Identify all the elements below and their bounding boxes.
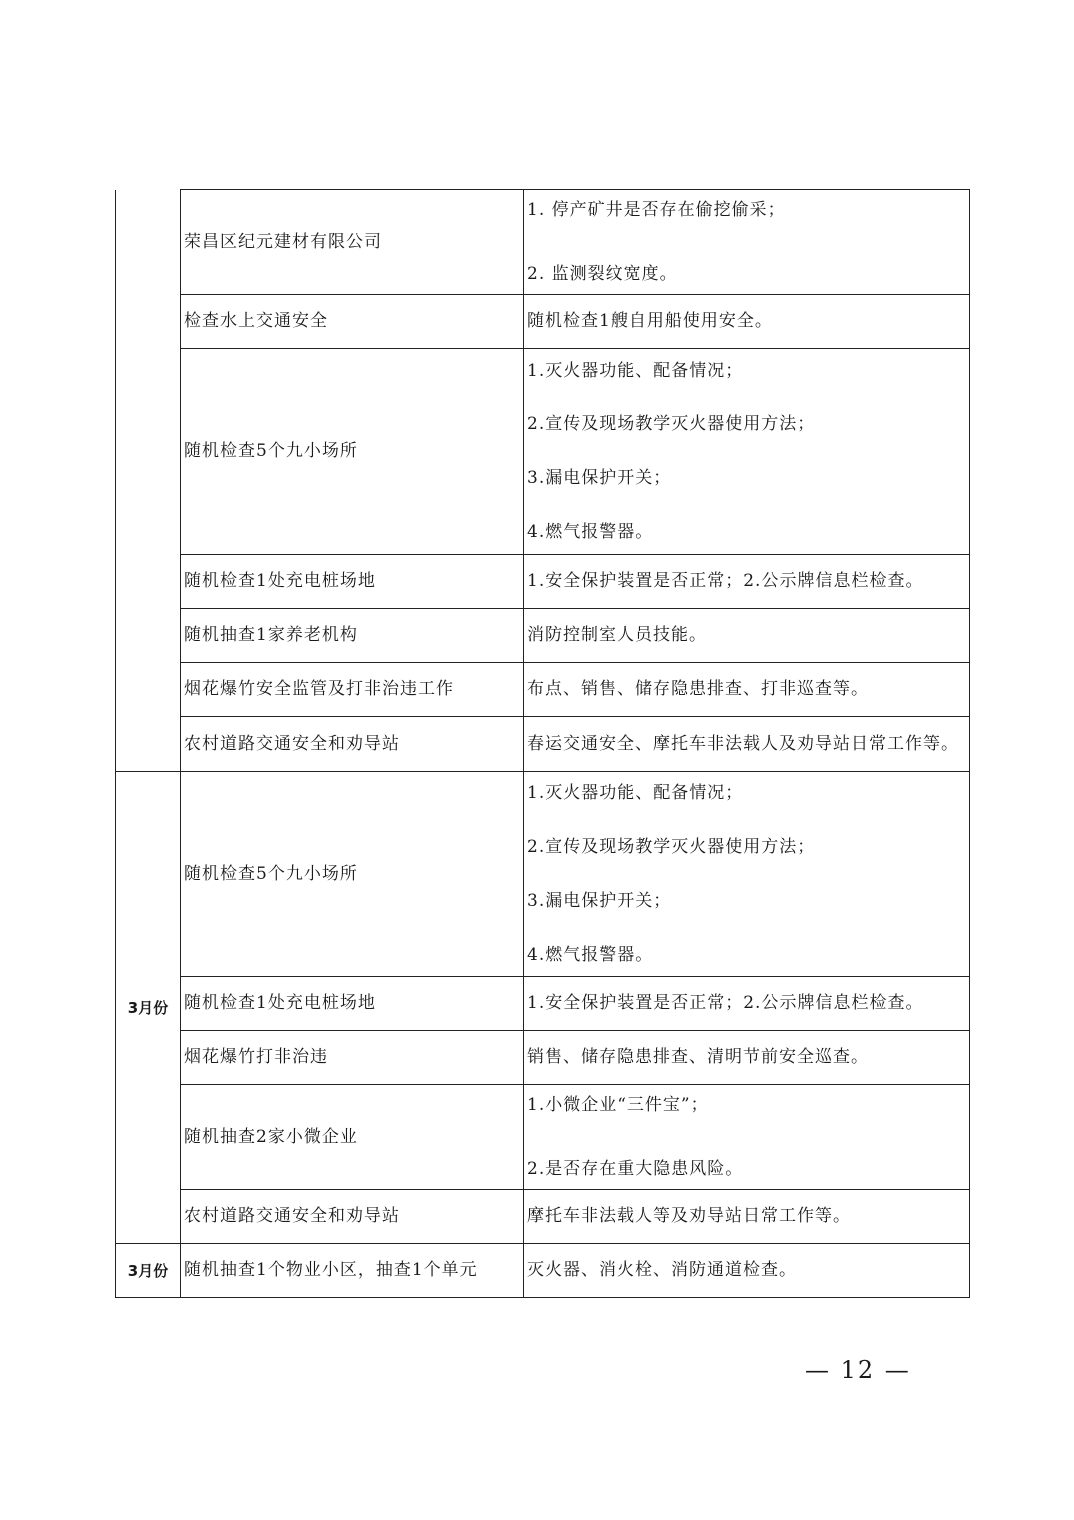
content-line: 2.宣传及现场教学灭火器使用方法； (527, 414, 816, 435)
item-cell: 随机抽查1个物业小区，抽查1个单元 (181, 1244, 524, 1298)
item-cell: 烟花爆竹打非治违 (181, 1031, 524, 1085)
content-line: 4.燃气报警器。 (527, 944, 654, 965)
item-cell: 荣昌区纪元建材有限公司 (181, 190, 524, 295)
item-cell: 随机检查1处充电桩场地 (181, 977, 524, 1031)
content-cell: 1.安全保护装置是否正常；2.公示牌信息栏检查。 (524, 977, 970, 1031)
content-cell: 1.安全保护装置是否正常；2.公示牌信息栏检查。 (524, 555, 970, 609)
item-cell: 烟花爆竹安全监管及打非治违工作 (181, 663, 524, 717)
content-line: 1. 停产矿井是否存在偷挖偷采； (527, 200, 786, 220)
table-row (116, 717, 970, 772)
content-cell: 布点、销售、储存隐患排查、打非巡查等。 (524, 663, 970, 717)
item-cell: 随机抽查1家养老机构 (181, 609, 524, 663)
content-cell: 春运交通安全、摩托车非法载人及劝导站日常工作等。 (524, 717, 970, 772)
table-row (116, 1031, 970, 1085)
content-cell (524, 349, 970, 555)
table-row (116, 977, 970, 1031)
content-line: 1.小微企业“三件宝”； (527, 1095, 709, 1115)
content-line: 1.灭火器功能、配备情况； (527, 360, 744, 381)
table-row (116, 555, 970, 609)
content-cell: 摩托车非法载人等及劝导站日常工作等。 (524, 1190, 970, 1244)
content-cell (524, 772, 970, 977)
content-cell: 销售、储存隐患排查、清明节前安全巡查。 (524, 1031, 970, 1085)
content-line: 2.是否存在重大隐患风险。 (527, 1158, 744, 1179)
page-number: — 12 — (805, 1356, 911, 1384)
content-cell (524, 1085, 970, 1190)
table-row (116, 190, 970, 295)
content-line: 3.漏电保护开关； (527, 890, 672, 911)
content-line: 2. 监测裂纹宽度。 (527, 263, 678, 284)
item-cell: 农村道路交通安全和劝导站 (181, 717, 524, 772)
item-cell: 随机检查5个九小场所 (181, 772, 524, 977)
content-line: 1.灭火器功能、配备情况； (527, 783, 744, 803)
table-row (116, 349, 970, 555)
item-cell: 检查水上交通安全 (181, 295, 524, 349)
table-row (116, 772, 970, 977)
table-row (116, 609, 970, 663)
content-cell: 灭火器、消火栓、消防通道检查。 (524, 1244, 970, 1298)
item-cell: 随机抽查2家小微企业 (181, 1085, 524, 1190)
content-line: 4.燃气报警器。 (527, 522, 654, 543)
table-row (116, 1085, 970, 1190)
table-row (116, 663, 970, 717)
content-cell: 消防控制室人员技能。 (524, 609, 970, 663)
item-cell: 农村道路交通安全和劝导站 (181, 1190, 524, 1244)
month-cell (116, 190, 181, 772)
content-line: 2.宣传及现场教学灭火器使用方法； (527, 836, 816, 857)
content-line: 3.漏电保护开关； (527, 468, 672, 489)
table-row (116, 295, 970, 349)
content-cell (524, 190, 970, 295)
content-cell: 随机检查1艘自用船使用安全。 (524, 295, 970, 349)
month-cell: 3月份 (116, 772, 181, 1244)
table-row (116, 1190, 970, 1244)
month-cell: 3月份 (116, 1244, 181, 1298)
inspection-schedule-table (115, 189, 970, 1298)
table-row (116, 1244, 970, 1298)
item-cell: 随机检查5个九小场所 (181, 349, 524, 555)
item-cell: 随机检查1处充电桩场地 (181, 555, 524, 609)
